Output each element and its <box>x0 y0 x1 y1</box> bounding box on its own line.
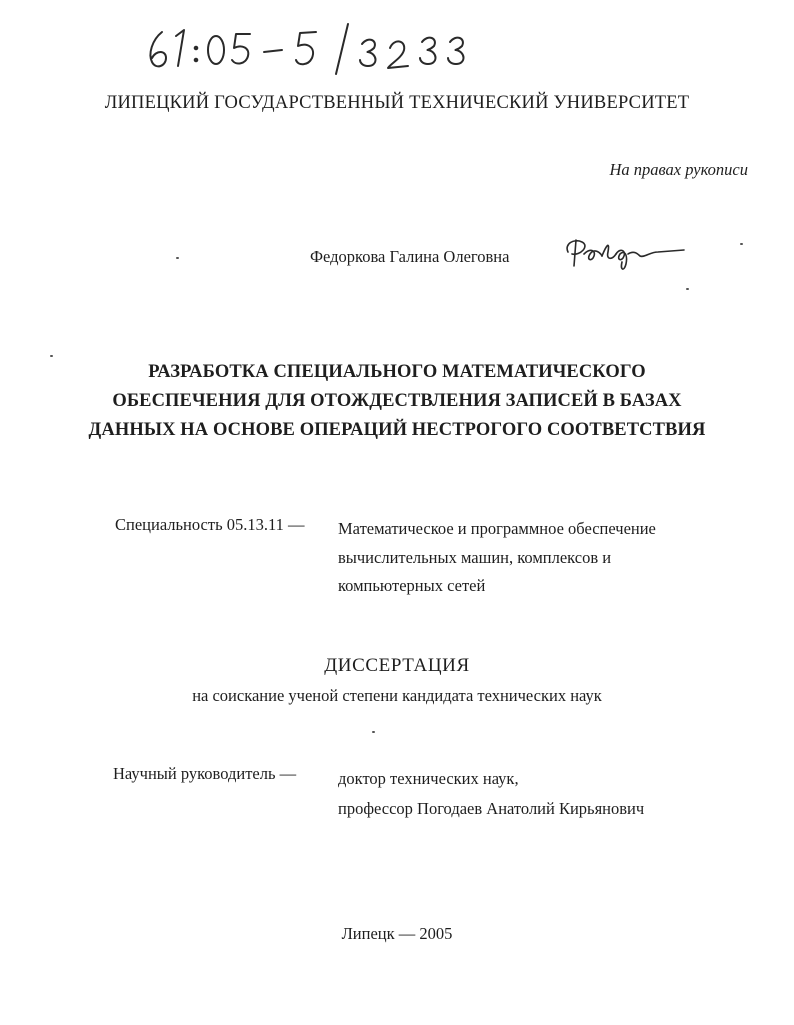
scan-speck <box>50 355 53 357</box>
place-and-year: Липецк — 2005 <box>341 924 453 943</box>
handwritten-catalog-number <box>140 18 520 78</box>
specialty-description <box>338 515 656 601</box>
university-name: ЛИПЕЦКИЙ ГОСУДАРСТВЕННЫЙ ТЕХНИЧЕСКИЙ УНИВЕРСИТЕТ <box>104 93 690 113</box>
scan-speck <box>686 288 689 290</box>
author-name: Федоркова Галина Олеговна <box>310 247 510 266</box>
supervisor-details <box>338 764 644 824</box>
document-type: ДИССЕРТАЦИЯ <box>324 655 470 676</box>
scan-speck <box>372 731 375 733</box>
handwritten-signature <box>560 232 690 274</box>
supervisor-line-2: профессор Погодаев Анатолий Кирьянович <box>338 799 645 818</box>
scan-speck <box>740 243 743 245</box>
specialty-label: Специальность 05.13.11 — <box>115 515 305 534</box>
title-line-1: РАЗРАБОТКА СПЕЦИАЛЬНОГО МАТЕМАТИЧЕСКОГО <box>148 362 646 382</box>
title-line-3: ДАННЫХ НА ОСНОВЕ ОПЕРАЦИЙ НЕСТРОГОГО СООТВЕТСТВИЯ <box>88 420 706 440</box>
rights-note: На правах рукописи <box>609 160 748 179</box>
supervisor-line-1: доктор технических наук, <box>338 769 519 788</box>
dissertation-title <box>0 358 794 445</box>
title-line-2: ОБЕСПЕЧЕНИЯ ДЛЯ ОТОЖДЕСТВЛЕНИЯ ЗАПИСЕЙ В БАЗАХ <box>112 391 682 411</box>
supervisor-label: Научный руководитель — <box>113 764 297 783</box>
specialty-line-1: Математическое и программное обеспечение <box>338 519 656 538</box>
specialty-line-2: вычислительных машин, комплексов и <box>338 547 612 567</box>
scan-speck <box>176 257 179 259</box>
specialty-line-3: компьютерных сетей <box>338 576 486 595</box>
degree-line: на соискание ученой степени кандидата технических наук <box>192 686 602 705</box>
